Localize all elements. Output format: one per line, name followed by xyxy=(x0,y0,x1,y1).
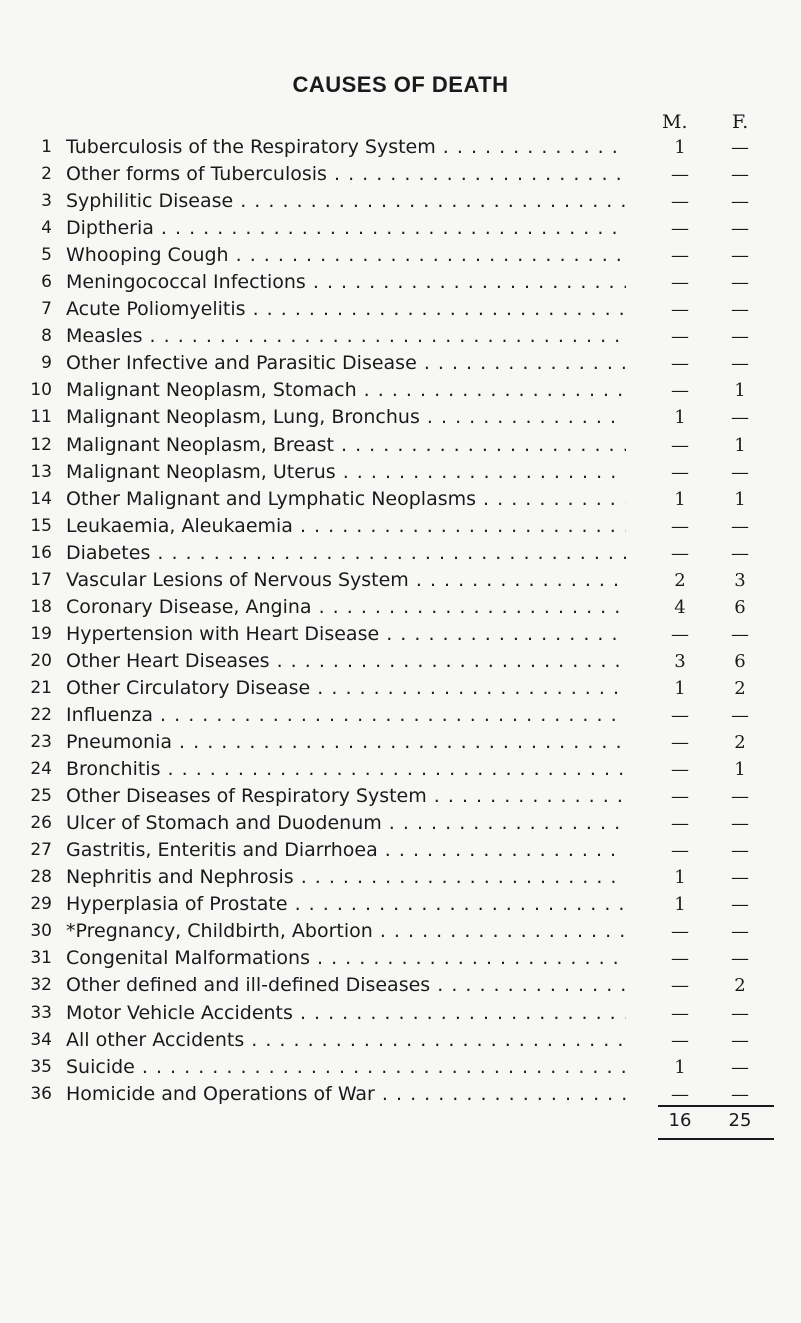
table-row xyxy=(0,215,801,242)
male-count: 1 xyxy=(660,1054,700,1081)
row-number: 27 xyxy=(30,840,52,861)
male-count: 1 xyxy=(660,486,700,513)
row-number: 31 xyxy=(30,948,52,969)
female-count: — xyxy=(720,1000,760,1027)
male-count: 4 xyxy=(660,594,700,621)
male-count: — xyxy=(660,837,700,864)
female-count: — xyxy=(720,783,760,810)
table-row xyxy=(0,918,801,945)
table-row xyxy=(0,486,801,513)
row-number: 7 xyxy=(41,299,52,320)
female-count: — xyxy=(720,513,760,540)
total-male: 16 xyxy=(668,1110,692,1131)
table-row xyxy=(0,296,801,323)
female-count: — xyxy=(720,540,760,567)
female-count: — xyxy=(720,837,760,864)
table-row xyxy=(0,891,801,918)
row-number: 33 xyxy=(30,1002,52,1023)
female-count: 6 xyxy=(720,648,760,675)
table-row xyxy=(0,377,801,404)
row-number: 30 xyxy=(30,921,52,942)
male-count: 1 xyxy=(660,864,700,891)
male-count: — xyxy=(660,783,700,810)
cause-label: All other Accidents . . . xyxy=(66,1027,626,1054)
row-number: 25 xyxy=(30,786,52,807)
male-count: — xyxy=(660,215,700,242)
row-number: 32 xyxy=(30,975,52,996)
male-count: — xyxy=(660,432,700,459)
table-row xyxy=(0,945,801,972)
female-count: 1 xyxy=(720,432,760,459)
table-row xyxy=(0,702,801,729)
table-row xyxy=(0,756,801,783)
female-count: — xyxy=(720,918,760,945)
female-count: 1 xyxy=(720,486,760,513)
female-count: — xyxy=(720,242,760,269)
male-count: — xyxy=(660,1027,700,1054)
cause-label: Other forms of Tuberculosis . . . xyxy=(66,161,626,188)
table-row xyxy=(0,648,801,675)
male-count: 3 xyxy=(660,648,700,675)
row-number: 1 xyxy=(41,137,52,157)
female-count: — xyxy=(720,350,760,377)
cause-label: Other Circulatory Disease . . . xyxy=(66,675,626,702)
row-number: 20 xyxy=(30,650,52,671)
table-row xyxy=(0,1000,801,1027)
row-number: 6 xyxy=(41,272,52,293)
table-row xyxy=(0,269,801,296)
cause-label: Acute Poliomyelitis . . . xyxy=(66,296,626,323)
female-count: — xyxy=(720,134,760,161)
row-number: 2 xyxy=(41,164,52,185)
female-count: — xyxy=(720,945,760,972)
row-number: 13 xyxy=(30,461,52,482)
table-row xyxy=(0,134,801,161)
male-count: 1 xyxy=(660,891,700,918)
male-count: — xyxy=(660,350,700,377)
table-row xyxy=(0,1027,801,1054)
table-row xyxy=(0,837,801,864)
female-count: — xyxy=(720,864,760,891)
row-number: 26 xyxy=(30,813,52,834)
table-row xyxy=(0,432,801,459)
cause-label: Other Diseases of Respiratory System . . . xyxy=(66,783,626,810)
table-row xyxy=(0,1081,801,1108)
row-number: 24 xyxy=(30,759,52,780)
cause-label: Other Heart Diseases . . . xyxy=(66,648,626,675)
cause-label: Hypertension with Heart Disease . . . xyxy=(66,621,626,648)
cause-label: Coronary Disease, Angina . . . xyxy=(66,594,626,621)
female-count: — xyxy=(720,891,760,918)
female-count: — xyxy=(720,404,760,431)
row-number: 35 xyxy=(30,1056,52,1077)
table-row xyxy=(0,459,801,486)
table-row xyxy=(0,621,801,648)
cause-label: Malignant Neoplasm, Breast . . . xyxy=(66,432,626,459)
cause-label: *Pregnancy, Childbirth, Abortion . . . xyxy=(66,918,626,945)
table-row xyxy=(0,729,801,756)
cause-label: Leukaemia, Aleukaemia . . . xyxy=(66,513,626,540)
table-row xyxy=(0,350,801,377)
female-count: 2 xyxy=(720,729,760,756)
cause-label: Diabetes . . . xyxy=(66,540,626,567)
row-number: 3 xyxy=(41,191,52,212)
table-row xyxy=(0,323,801,350)
male-count: 1 xyxy=(660,675,700,702)
female-count: — xyxy=(720,459,760,486)
female-count: — xyxy=(720,161,760,188)
female-count: — xyxy=(720,621,760,648)
male-count: — xyxy=(660,1000,700,1027)
cause-label: Congenital Malformations . . . xyxy=(66,945,626,972)
male-count: — xyxy=(660,756,700,783)
table-row xyxy=(0,161,801,188)
cause-label: Tuberculosis of the Respiratory System . . . xyxy=(66,134,626,161)
table-row xyxy=(0,404,801,431)
female-count: — xyxy=(720,269,760,296)
table-row xyxy=(0,783,801,810)
row-number: 34 xyxy=(30,1029,52,1050)
cause-label: Malignant Neoplasm, Stomach . . . xyxy=(66,377,626,404)
male-count: — xyxy=(660,269,700,296)
female-count: 2 xyxy=(720,675,760,702)
table-row xyxy=(0,513,801,540)
female-count: — xyxy=(720,1081,760,1108)
cause-label: Influenza . . . xyxy=(66,702,626,729)
total-rule-bottom xyxy=(658,1138,774,1140)
table-row xyxy=(0,242,801,269)
female-count: — xyxy=(720,1027,760,1054)
cause-label: Suicide . . . xyxy=(66,1054,626,1081)
table-row xyxy=(0,188,801,215)
cause-label: Motor Vehicle Accidents . . . xyxy=(66,1000,626,1027)
row-number: 21 xyxy=(30,677,52,698)
row-number: 14 xyxy=(30,488,52,509)
male-count: — xyxy=(660,1081,700,1108)
table-row xyxy=(0,567,801,594)
cause-label: Hyperplasia of Prostate . . . xyxy=(66,891,626,918)
cause-label: Vascular Lesions of Nervous System . . . xyxy=(66,567,626,594)
male-count: 1 xyxy=(660,134,700,161)
male-count: — xyxy=(660,702,700,729)
row-number: 19 xyxy=(30,623,52,644)
table-row xyxy=(0,864,801,891)
male-count: — xyxy=(660,323,700,350)
column-header-male: M. xyxy=(662,111,688,133)
male-count: — xyxy=(660,810,700,837)
table-row xyxy=(0,1054,801,1081)
male-count: — xyxy=(660,377,700,404)
table-row xyxy=(0,540,801,567)
cause-label: Malignant Neoplasm, Uterus . . . xyxy=(66,459,626,486)
male-count: — xyxy=(660,242,700,269)
cause-label: Meningococcal Infections . . . xyxy=(66,269,626,296)
cause-label: Other Malignant and Lymphatic Neoplasms . . . xyxy=(66,486,626,513)
cause-label: Syphilitic Disease . . . xyxy=(66,188,626,215)
row-number: 8 xyxy=(41,326,52,347)
male-count: — xyxy=(660,729,700,756)
cause-label: Nephritis and Nephrosis . . . xyxy=(66,864,626,891)
male-count: — xyxy=(660,459,700,486)
male-count: — xyxy=(660,513,700,540)
row-number: 12 xyxy=(30,434,52,455)
cause-label: Ulcer of Stomach and Duodenum . . . xyxy=(66,810,626,837)
cause-label: Diptheria . . . xyxy=(66,215,626,242)
female-count: — xyxy=(720,702,760,729)
male-count: — xyxy=(660,621,700,648)
female-count: 3 xyxy=(720,567,760,594)
male-count: — xyxy=(660,945,700,972)
male-count: — xyxy=(660,918,700,945)
cause-label: Bronchitis . . . xyxy=(66,756,626,783)
row-number: 11 xyxy=(30,407,52,428)
female-count: 1 xyxy=(720,756,760,783)
row-number: 18 xyxy=(30,596,52,617)
page-title: CAUSES OF DEATH xyxy=(292,72,509,97)
table-row xyxy=(0,972,801,999)
row-number: 9 xyxy=(41,353,52,374)
row-number: 22 xyxy=(30,704,52,725)
cause-label: Other defined and ill-defined Diseases . . . xyxy=(66,972,626,999)
row-number: 36 xyxy=(30,1083,52,1104)
row-number: 29 xyxy=(30,894,52,915)
cause-label: Whooping Cough . . . xyxy=(66,242,626,269)
female-count: — xyxy=(720,1054,760,1081)
table-row xyxy=(0,810,801,837)
cause-label: Malignant Neoplasm, Lung, Bronchus . . . xyxy=(66,404,626,431)
male-count: — xyxy=(660,188,700,215)
cause-label: Gastritis, Enteritis and Diarrhoea . . . xyxy=(66,837,626,864)
total-rule-top xyxy=(658,1105,774,1107)
female-count: 1 xyxy=(720,377,760,404)
causes-table xyxy=(0,134,801,1108)
row-number: 17 xyxy=(30,569,52,590)
male-count: — xyxy=(660,161,700,188)
cause-label: Measles . . . xyxy=(66,323,626,350)
column-header-female: F. xyxy=(732,111,749,133)
female-count: — xyxy=(720,296,760,323)
male-count: — xyxy=(660,296,700,323)
cause-label: Pneumonia . . . xyxy=(66,729,626,756)
cause-label: Homicide and Operations of War . . . xyxy=(66,1081,626,1108)
row-number: 15 xyxy=(30,515,52,536)
row-number: 16 xyxy=(30,542,52,563)
total-female: 25 xyxy=(728,1110,752,1131)
female-count: — xyxy=(720,323,760,350)
male-count: 1 xyxy=(660,404,700,431)
female-count: 2 xyxy=(720,972,760,999)
female-count: — xyxy=(720,810,760,837)
row-number: 10 xyxy=(30,380,52,401)
row-number: 5 xyxy=(41,245,52,266)
row-number: 4 xyxy=(41,218,52,239)
table-row xyxy=(0,675,801,702)
row-number: 28 xyxy=(30,867,52,888)
female-count: — xyxy=(720,188,760,215)
cause-label: Other Infective and Parasitic Disease . . . xyxy=(66,350,626,377)
male-count: 2 xyxy=(660,567,700,594)
female-count: 6 xyxy=(720,594,760,621)
male-count: — xyxy=(660,972,700,999)
row-number: 23 xyxy=(30,732,52,753)
female-count: — xyxy=(720,215,760,242)
male-count: — xyxy=(660,540,700,567)
table-row xyxy=(0,594,801,621)
